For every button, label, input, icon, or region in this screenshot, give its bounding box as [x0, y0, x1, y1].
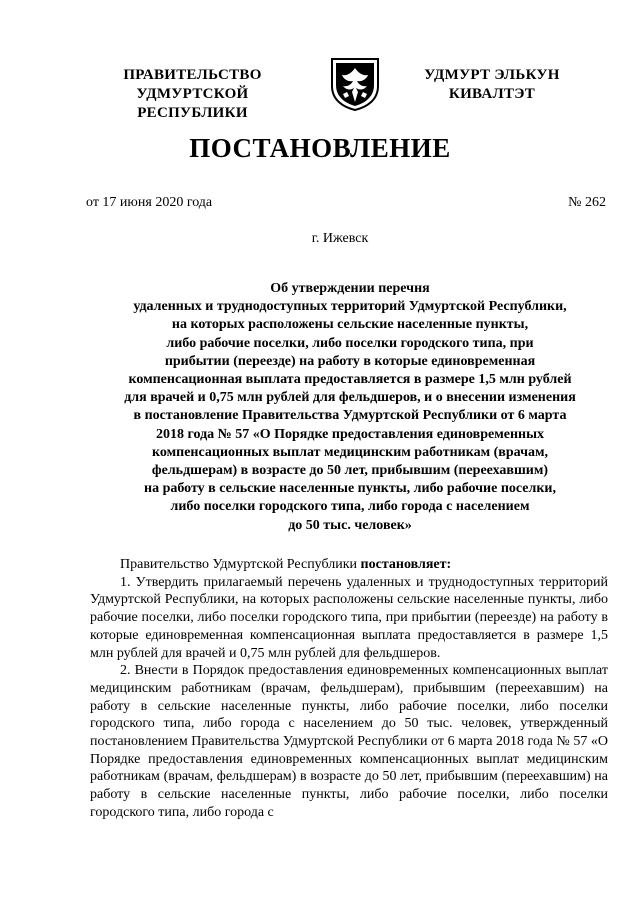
resolution-item-2: 2. Внести в Порядок предоставления единовременных компенсационных выплат медицинским работникам (врачам, фельдшерам), прибывшим (переехавшим) на работу в сельские населенные пункты, либо рабочие поселки, либо поселки городского типа, либо города с населением до 50 тыс. человек, утвержденный постановлением Правительства Удмуртской Республики от 6 марта 2018 года № 57 «О Порядке предоставления единовременных компенсационных выплат медицинским работникам (врачам, фельдшерам) в возрасте до 50 лет, прибывшим (переехавшим) на работу в сельские населенные пункты, либо рабочие поселки, либо поселки городского типа, либо города с [90, 663, 608, 820]
date-number-row [86, 194, 606, 212]
issuer-udmurt-line-1: УДМУРТ ЭЛЬКУН [424, 67, 560, 83]
udmurt-coat-of-arms-icon [329, 56, 381, 112]
issuer-name-udmurt [402, 66, 582, 104]
document-type-heading: ПОСТАНОВЛЕНИЕ [189, 133, 451, 163]
document-city: г. Ижевск [311, 231, 369, 246]
title-line: прибытии (переезде) на работу в которые единовременная [164, 353, 536, 369]
issuer-udmurt-line-2: КИВАЛТЭТ [448, 86, 536, 102]
issuer-line-2: УДМУРТСКОЙ РЕСПУБЛИКИ [136, 86, 249, 121]
intro-text: Правительство Удмуртской Республики [120, 557, 361, 572]
document-title [70, 280, 630, 535]
document-number: № 262 [568, 195, 606, 210]
intro-colon: : [446, 557, 452, 572]
intro-bold-word: постановляет [360, 557, 447, 572]
issuer-line-1: ПРАВИТЕЛЬСТВО [123, 67, 262, 83]
issuer-name-russian [80, 66, 305, 123]
title-line: до 50 тыс. человек» [288, 517, 412, 533]
title-line: 2018 года № 57 «О Порядке предоставления единовременных [155, 426, 545, 442]
document-body [90, 556, 608, 822]
title-line: удаленных и труднодоступных территорий Удмуртской Республики, [133, 299, 567, 315]
title-line: на работу в сельские населенные пункты, либо рабочие поселки, [144, 481, 556, 497]
title-line: фельдшерам) в возрасте до 50 лет, прибывшим (переехавшим) [151, 463, 549, 479]
title-line: Об утверждении перечня [270, 281, 430, 296]
resolution-intro [90, 556, 608, 574]
title-line: компенсационная выплата предоставляется в размере 1,5 млн рублей [128, 372, 572, 388]
title-line: компенсационных выплат медицинским работникам (врачам, [152, 444, 548, 460]
title-line: на которых расположены сельские населенные пункты, [171, 317, 529, 333]
title-line: либо поселки городского типа, либо города с населением [170, 499, 530, 515]
title-line: для врачей и 0,75 млн рублей для фельдшеров, и о внесении изменения [124, 390, 576, 406]
document-date: от 17 июня 2020 года [86, 195, 213, 210]
resolution-item-1: 1. Утвердить прилагаемый перечень удаленных и труднодоступных территорий Удмуртской Республики, на которых расположены сельские населенные пункты, либо рабочие поселки, либо поселки городского типа, при прибытии (переезде) на работу в которые единовременная компенсационная выплата предоставляется в размере 1,5 млн рублей для врачей и 0,75 млн рублей для фельдшеров. [90, 574, 608, 661]
title-line: в постановление Правительства Удмуртской Республики от 6 марта [133, 408, 567, 424]
title-line: либо рабочие поселки, либо поселки городского типа, при [166, 335, 534, 351]
